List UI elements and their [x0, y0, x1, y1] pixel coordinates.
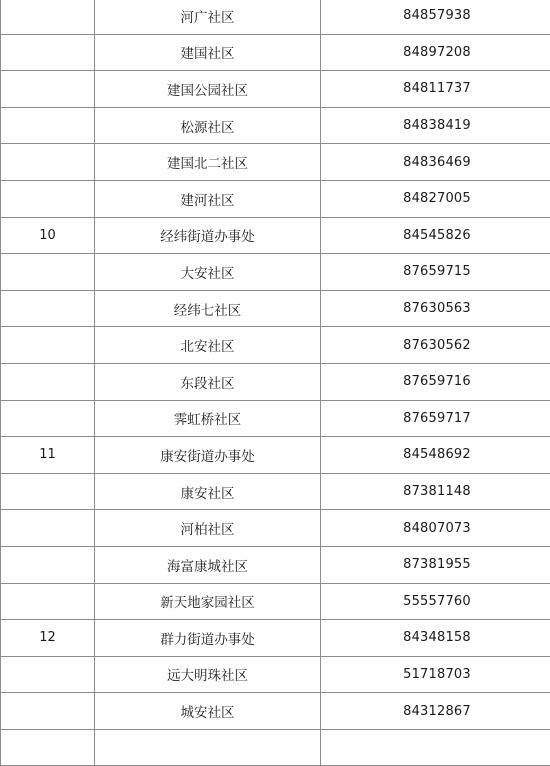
- table-row: [1, 34, 550, 71]
- table-row: [1, 71, 550, 108]
- phone-number: 51718703: [321, 656, 550, 693]
- row-number: 12: [1, 620, 95, 657]
- unit-name: 建国北二社区: [95, 144, 321, 181]
- row-number: [1, 510, 95, 547]
- unit-name: 城安社区: [95, 693, 321, 730]
- phone-number: 84838419: [321, 107, 550, 144]
- unit-name: 经纬街道办事处: [95, 217, 321, 254]
- row-number: [1, 473, 95, 510]
- unit-name: 河柏社区: [95, 510, 321, 547]
- unit-name: 北安社区: [95, 327, 321, 364]
- unit-name: 松源社区: [95, 107, 321, 144]
- phone-number: 87381955: [321, 546, 550, 583]
- table-row: [1, 107, 550, 144]
- row-number: [1, 327, 95, 364]
- unit-name: 东段社区: [95, 363, 321, 400]
- phone-number: 87630563: [321, 290, 550, 327]
- unit-name: 康安社区: [95, 473, 321, 510]
- table-row: [1, 620, 550, 657]
- table-row: [1, 290, 550, 327]
- table-row: [1, 583, 550, 620]
- unit-name: [95, 729, 321, 766]
- phone-number: 87659716: [321, 363, 550, 400]
- phone-number: 84897208: [321, 34, 550, 71]
- unit-name: 大安社区: [95, 254, 321, 291]
- phone-number: 84836469: [321, 144, 550, 181]
- unit-name: 建国公园社区: [95, 71, 321, 108]
- row-number: [1, 290, 95, 327]
- phone-number: 84548692: [321, 437, 550, 474]
- unit-name: 康安街道办事处: [95, 437, 321, 474]
- table-row: [1, 254, 550, 291]
- row-number: [1, 546, 95, 583]
- unit-name: 建国社区: [95, 34, 321, 71]
- phone-number: 87381148: [321, 473, 550, 510]
- table-row: [1, 327, 550, 364]
- phone-number: 84545826: [321, 217, 550, 254]
- phone-number: 84827005: [321, 180, 550, 217]
- phone-number: 87659715: [321, 254, 550, 291]
- row-number: [1, 583, 95, 620]
- row-number: [1, 656, 95, 693]
- row-number: 10: [1, 217, 95, 254]
- phone-number: 55557760: [321, 583, 550, 620]
- unit-name: 海富康城社区: [95, 546, 321, 583]
- row-number: [1, 34, 95, 71]
- table-row: [1, 400, 550, 437]
- unit-name: 霁虹桥社区: [95, 400, 321, 437]
- row-number: [1, 180, 95, 217]
- phone-number: 84807073: [321, 510, 550, 547]
- unit-name: 河广社区: [95, 0, 321, 34]
- table-row: [1, 473, 550, 510]
- phone-number: 84348158: [321, 620, 550, 657]
- phone-number: [321, 729, 550, 766]
- table-row: [1, 0, 550, 34]
- unit-name: 远大明珠社区: [95, 656, 321, 693]
- unit-name: 群力街道办事处: [95, 620, 321, 657]
- table-row: [1, 144, 550, 181]
- row-number: [1, 363, 95, 400]
- row-number: 11: [1, 437, 95, 474]
- table-row: [1, 363, 550, 400]
- table-row: [1, 729, 550, 766]
- phone-number: 87630562: [321, 327, 550, 364]
- table-row: [1, 437, 550, 474]
- row-number: [1, 254, 95, 291]
- phone-number: 84312867: [321, 693, 550, 730]
- row-number: [1, 71, 95, 108]
- row-number: [1, 729, 95, 766]
- row-number: [1, 0, 95, 34]
- unit-name: 经纬七社区: [95, 290, 321, 327]
- unit-name: 新天地家园社区: [95, 583, 321, 620]
- phone-number: 84857938: [321, 0, 550, 34]
- table-row: [1, 546, 550, 583]
- row-number: [1, 144, 95, 181]
- table-row: [1, 693, 550, 730]
- table-row: [1, 656, 550, 693]
- row-number: [1, 107, 95, 144]
- table-row: [1, 217, 550, 254]
- phone-number: 87659717: [321, 400, 550, 437]
- table-row: [1, 510, 550, 547]
- table-row: [1, 180, 550, 217]
- phone-number: 84811737: [321, 71, 550, 108]
- unit-name: 建河社区: [95, 180, 321, 217]
- row-number: [1, 693, 95, 730]
- row-number: [1, 400, 95, 437]
